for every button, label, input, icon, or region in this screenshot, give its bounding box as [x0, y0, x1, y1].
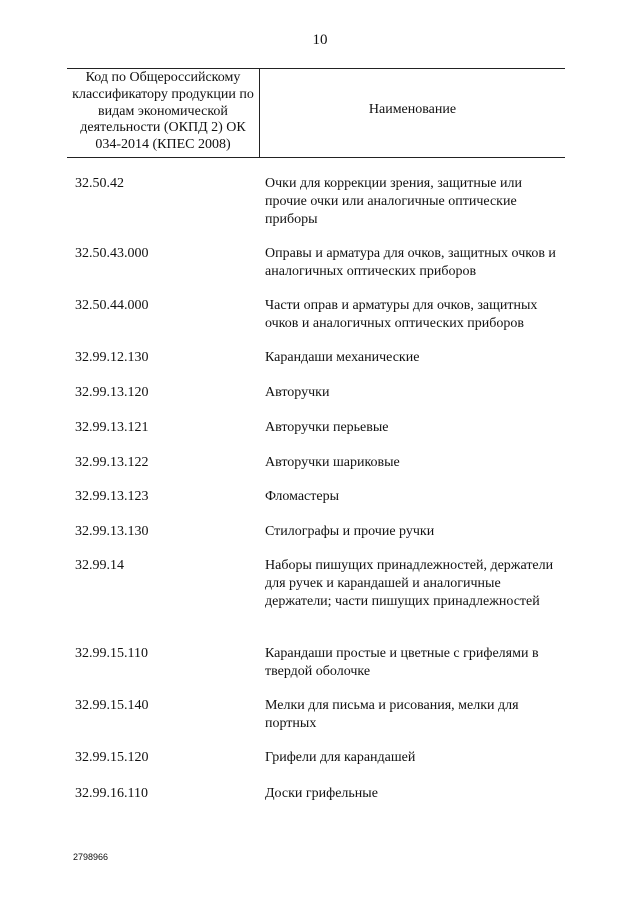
row-name: Карандаши механические — [265, 350, 420, 365]
row-code: 32.99.13.130 — [75, 524, 149, 539]
row-name: Мелки для письма и рисования, мелки для портных — [265, 698, 519, 731]
row-name: Авторучки — [265, 385, 330, 400]
row-name: Стилографы и прочие ручки — [265, 524, 435, 539]
row-name: Грифели для карандашей — [265, 750, 416, 765]
row-code: 32.99.15.110 — [75, 646, 148, 661]
row-code: 32.99.15.120 — [75, 750, 149, 765]
row-code: 32.50.42 — [75, 176, 124, 191]
row-name: Доски грифельные — [265, 786, 378, 801]
row-name: Части оправ и арматуры для очков, защитных очков и аналогичных оптических приборов — [265, 298, 538, 331]
row-code: 32.99.13.122 — [75, 455, 149, 470]
table-header-code-column: Код по Общероссийскому классификатору продукции по видам экономической деятельности (ОКПД 2) ОК 034-2014 (КПЕС 2008) — [72, 70, 254, 153]
row-code: 32.99.13.123 — [75, 489, 149, 504]
row-name: Карандаши простые и цветные с грифелями в твердой оболочке — [265, 646, 539, 679]
document-id: 2798966 — [73, 852, 109, 862]
row-name: Наборы пишущих принадлежностей, держатели для ручек и карандашей и аналогичные держатели; части пишущих принадлежностей — [265, 558, 554, 609]
row-code: 32.99.12.130 — [75, 350, 149, 365]
row-name: Авторучки перьевые — [265, 420, 389, 435]
row-code: 32.99.14 — [75, 558, 124, 573]
row-name: Фломастеры — [265, 489, 340, 504]
table-header-top-rule — [67, 68, 565, 69]
row-code: 32.50.44.000 — [75, 298, 149, 313]
row-name: Авторучки шариковые — [265, 455, 400, 470]
row-code: 32.99.15.140 — [75, 698, 149, 713]
table-header-name-column: Наименование — [368, 102, 457, 117]
page-number: 10 — [312, 32, 328, 48]
row-code: 32.99.13.121 — [75, 420, 149, 435]
row-code: 32.99.16.110 — [75, 786, 148, 801]
row-code: 32.50.43.000 — [75, 246, 149, 261]
table-header-bottom-rule — [67, 157, 565, 158]
row-name: Оправы и арматура для очков, защитных очков и аналогичных оптических приборов — [265, 246, 556, 279]
row-name: Очки для коррекции зрения, защитные или прочие очки или аналогичные оптические приборы — [265, 176, 522, 227]
row-code: 32.99.13.120 — [75, 385, 149, 400]
